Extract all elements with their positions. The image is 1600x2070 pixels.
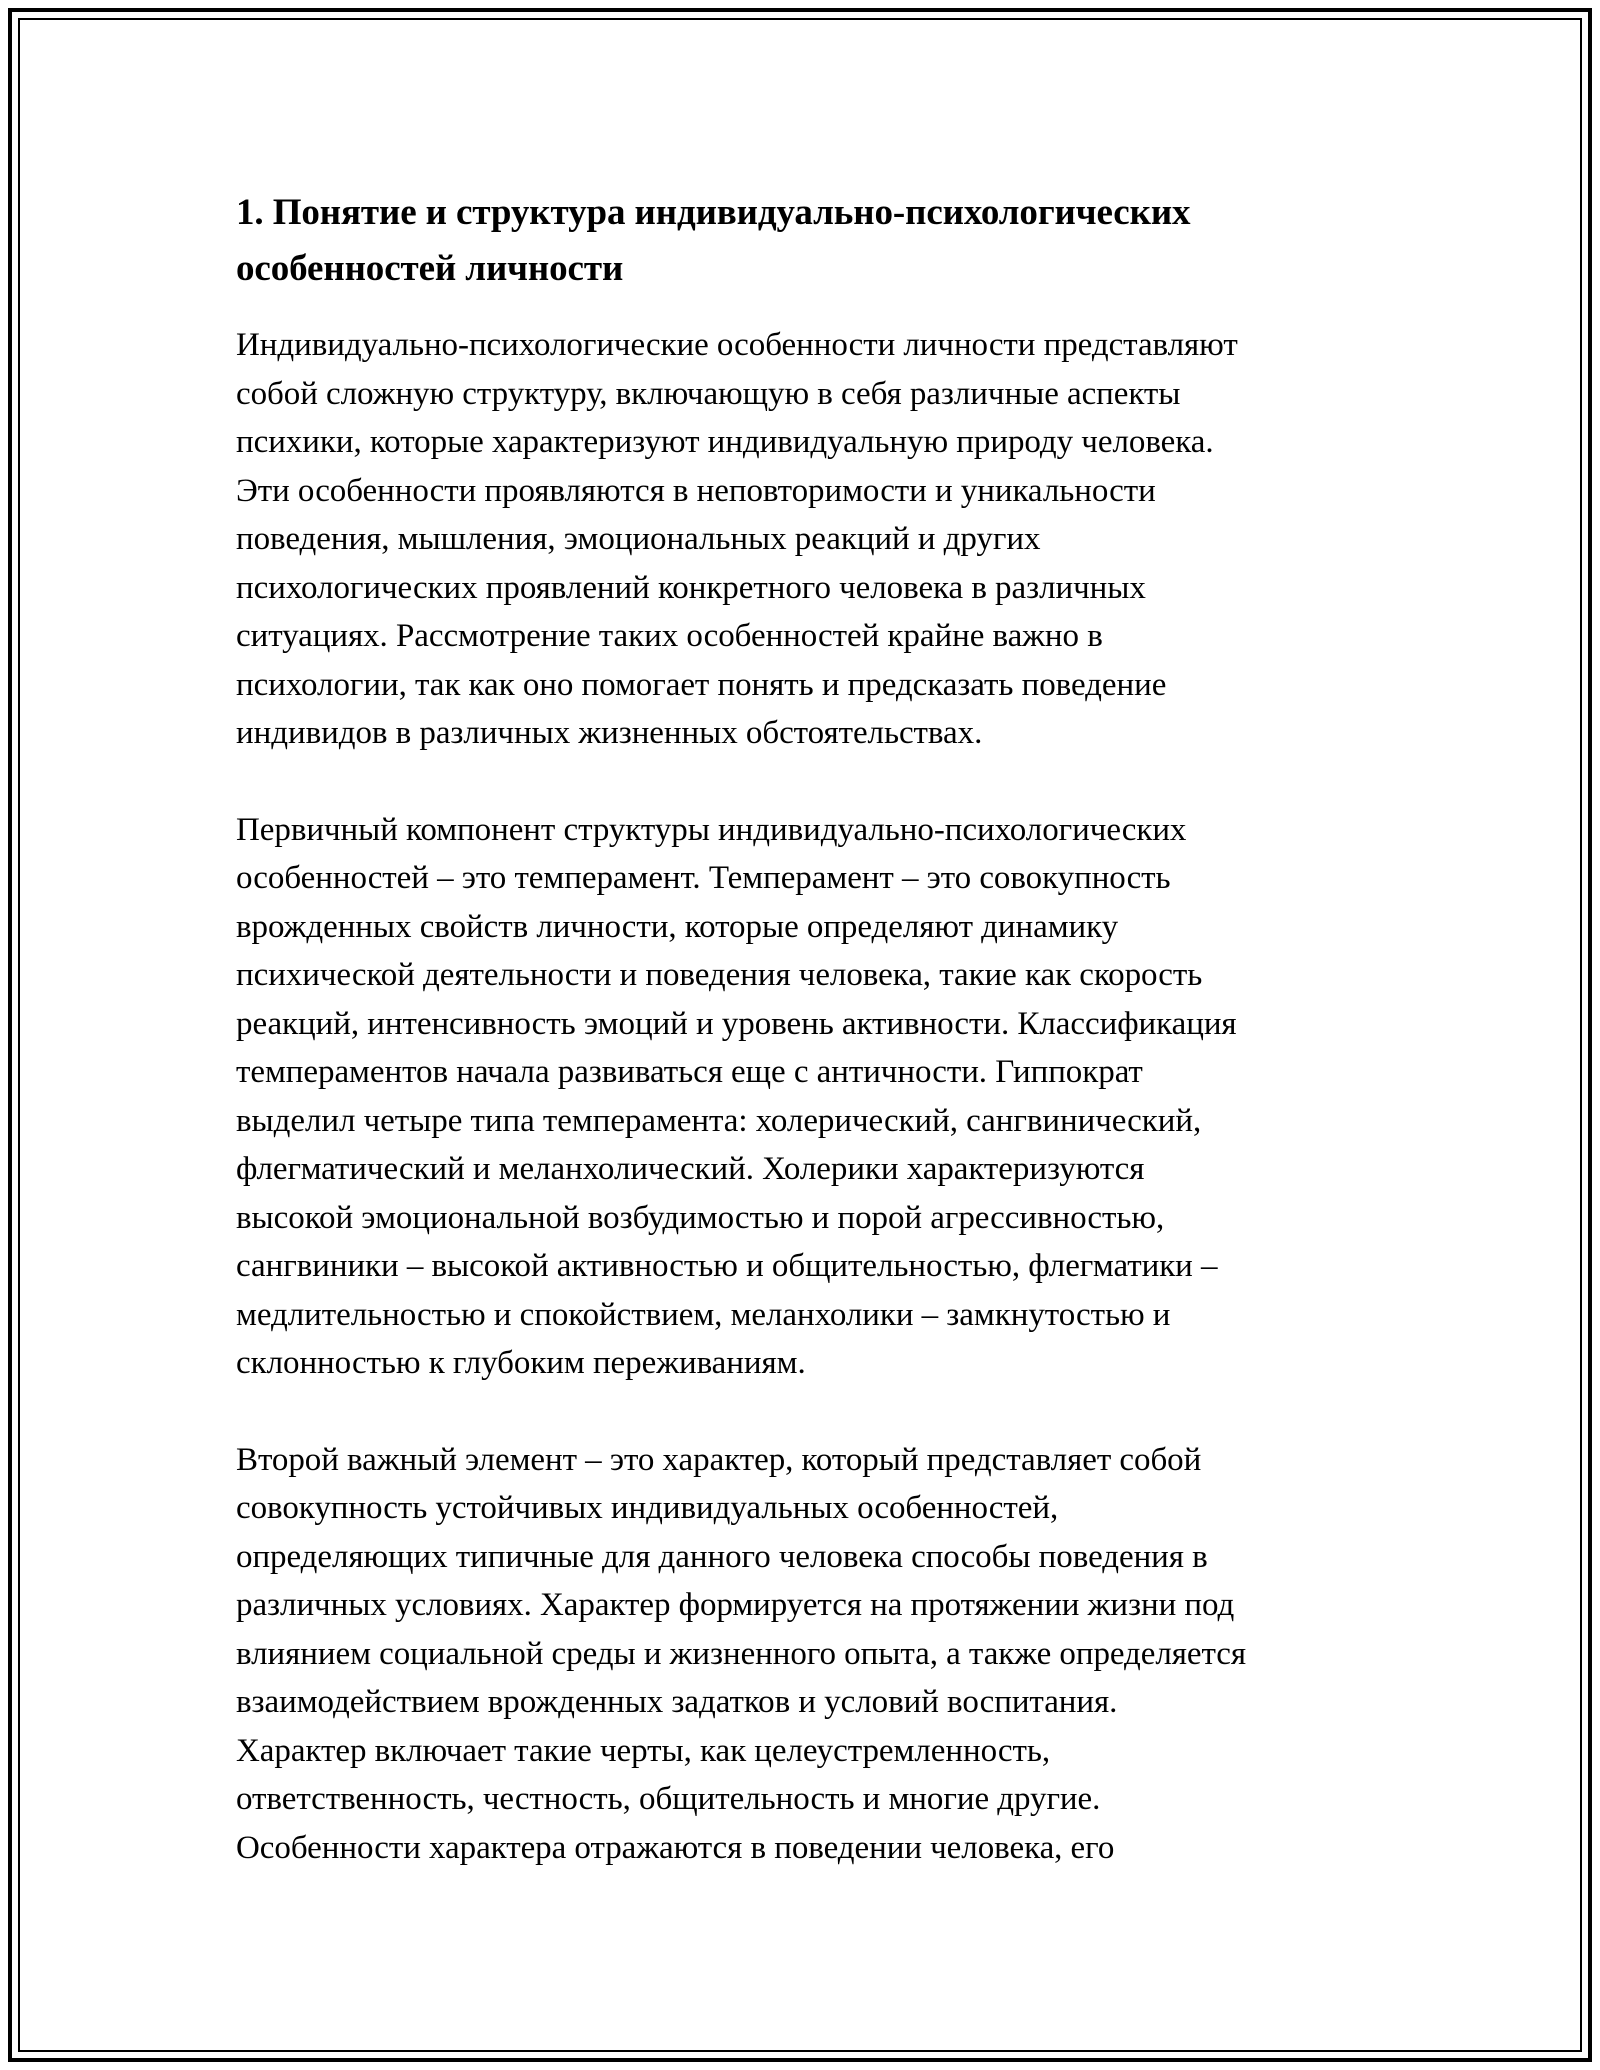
text-line: психики, которые характеризуют индивидуальную природу человека. [236, 424, 1214, 460]
section-title [236, 185, 1376, 297]
section-title-line: 1. Понятие и структура индивидуально-психологических [236, 192, 1191, 233]
text-line: высокой эмоциональной возбудимостью и порой агрессивностью, [236, 1199, 1165, 1236]
text-line: Второй важный элемент – это характер, который представляет собой [236, 1441, 1202, 1478]
text-line: медлительностью и спокойствием, меланхолики – замкнутостью и [236, 1296, 1171, 1333]
text-line: врожденных свойств личности, которые определяют динамику [236, 908, 1119, 945]
paragraph-character [236, 1436, 1376, 1873]
text-line: особенностей – это темперамент. Темперамент – это совокупность [236, 860, 1171, 896]
text-line: индивидов в различных жизненных обстоятельствах. [236, 715, 983, 751]
text-line: реакций, интенсивность эмоций и уровень активности. Классификация [236, 1005, 1237, 1042]
text-line: совокупность устойчивых индивидуальных особенностей, [236, 1490, 1059, 1526]
text-line: Первичный компонент структуры индивидуально-психологических [236, 811, 1187, 848]
text-line: флегматический и меланхолический. Холерики характеризуются [236, 1151, 1145, 1187]
text-line: определяющих типичные для данного человека способы поведения в [236, 1538, 1208, 1575]
text-line: психологических проявлений конкретного человека в различных [236, 569, 1146, 606]
paragraph-temperament [236, 806, 1376, 1388]
text-line: Индивидуально-психологические особенности личности представляют [236, 327, 1238, 363]
text-line: психологии, так как оно помогает понять и предсказать поведение [236, 666, 1167, 703]
text-line: психической деятельности и поведения человека, такие как скорость [236, 957, 1203, 993]
text-line: сангвиники – высокой активностью и общительностью, флегматики – [236, 1248, 1218, 1284]
text-line: взаимодействием врожденных задатков и условий воспитания. [236, 1684, 1118, 1720]
text-line: Характер включает такие черты, как целеустремленность, [236, 1732, 1051, 1769]
text-line: поведения, мышления, эмоциональных реакций и других [236, 521, 1041, 557]
text-line: собой сложную структуру, включающую в себя различные аспекты [236, 375, 1181, 412]
text-line: Особенности характера отражаются в поведении человека, его [236, 1829, 1115, 1866]
section-title-line: особенностей личности [236, 248, 624, 289]
text-line: темпераментов начала развиваться еще с античности. Гиппократ [236, 1054, 1143, 1090]
document-body [236, 185, 1376, 1920]
text-line: склонностью к глубоким переживаниям. [236, 1345, 806, 1381]
text-line: различных условиях. Характер формируется на протяжении жизни под [236, 1587, 1235, 1623]
text-line: Эти особенности проявляются в неповторимости и уникальности [236, 472, 1156, 509]
text-line: влиянием социальной среды и жизненного опыта, а также определяется [236, 1635, 1247, 1672]
text-line: ситуациях. Рассмотрение таких особенностей крайне важно в [236, 618, 1103, 654]
text-line: ответственность, честность, общительность и многие другие. [236, 1781, 1101, 1817]
text-line: выделил четыре типа темперамента: холерический, сангвинический, [236, 1102, 1202, 1139]
paragraph-intro [236, 321, 1376, 758]
